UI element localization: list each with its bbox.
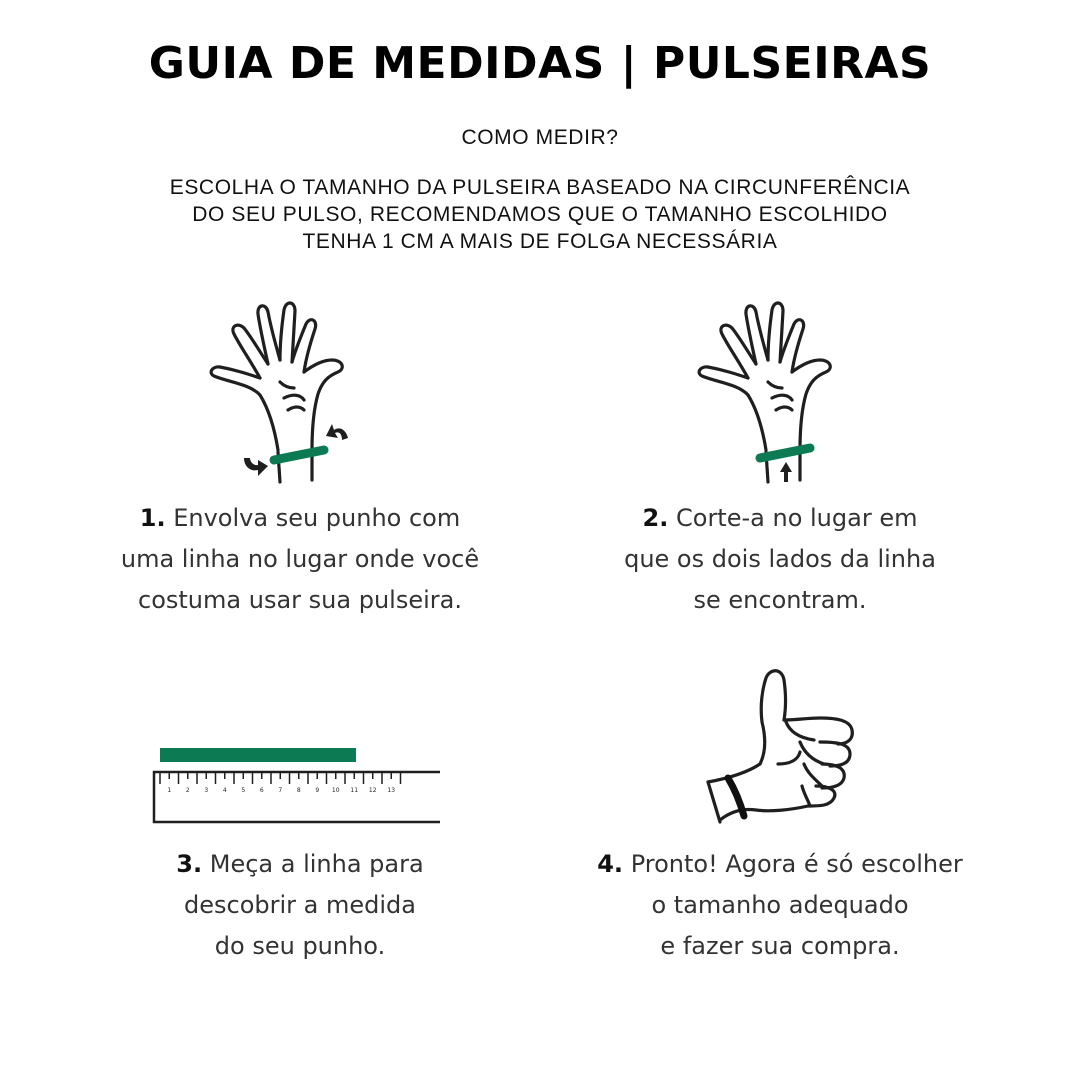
step-number: 4. — [597, 850, 624, 878]
step-number: 3. — [176, 850, 203, 878]
ruler-labels — [167, 787, 395, 794]
page-title: GUIA DE MEDIDAS | PULSEIRAS — [148, 38, 932, 89]
hand-cut-icon — [688, 290, 878, 490]
ruler-label: 7 — [278, 787, 283, 794]
step-line-text: descobrir a medida — [184, 891, 416, 919]
step-line-text: Meça a linha para — [209, 850, 424, 878]
step-line — [80, 844, 520, 885]
instructions-line: ESCOLHA O TAMANHO DA PULSEIRA BASEADO NA CIRCUNFERÊNCIA — [169, 176, 911, 199]
ruler-label: 2 — [185, 787, 190, 794]
ruler-label: 8 — [296, 787, 301, 794]
step-line-text: do seu punho. — [214, 932, 386, 960]
ruler-label: 1 — [167, 787, 172, 794]
step-line — [560, 498, 1000, 539]
ruler-label: 12 — [368, 787, 377, 794]
step-line — [560, 844, 1000, 885]
step-line-text: Pronto! Agora é só escolher — [630, 850, 963, 878]
step-line-text: que os dois lados da linha — [624, 545, 936, 573]
instructions-text — [40, 174, 1040, 255]
step-line-text: costuma usar sua pulseira. — [138, 586, 462, 614]
step-3-text — [80, 844, 520, 967]
ruler-ticks — [160, 773, 401, 784]
step-2-text — [560, 498, 1000, 621]
measured-string — [160, 748, 356, 762]
ruler-label: 4 — [222, 787, 227, 794]
ruler-label: 9 — [315, 787, 320, 794]
thumbs-up-icon — [700, 660, 870, 836]
step-line-text: uma linha no lugar onde você — [120, 545, 480, 573]
ruler-label: 6 — [259, 787, 264, 794]
page-subtitle: COMO MEDIR? — [461, 126, 619, 149]
step-line-text: Corte-a no lugar em — [676, 504, 918, 532]
hand-wrap-icon — [200, 290, 390, 490]
ruler-label: 10 — [331, 787, 340, 794]
ruler-label: 3 — [204, 787, 209, 794]
ruler-label: 11 — [350, 787, 359, 794]
step-line-text: Envolva seu punho com — [173, 504, 461, 532]
step-line — [80, 498, 520, 539]
step-line-text: se encontram. — [693, 586, 867, 614]
step-number: 1. — [139, 504, 166, 532]
ruler-icon — [150, 742, 445, 830]
step-line-text: o tamanho adequado — [651, 891, 909, 919]
step-4-text — [560, 844, 1000, 967]
step-line-text: e fazer sua compra. — [660, 932, 900, 960]
ruler-label: 13 — [387, 787, 396, 794]
instructions-line: TENHA 1 CM A MAIS DE FOLGA NECESSÁRIA — [302, 230, 778, 253]
ruler-label: 5 — [241, 787, 246, 794]
step-number: 2. — [642, 504, 669, 532]
instructions-line: DO SEU PULSO, RECOMENDAMOS QUE O TAMANHO ESCOLHIDO — [192, 203, 888, 226]
step-1-text — [80, 498, 520, 621]
